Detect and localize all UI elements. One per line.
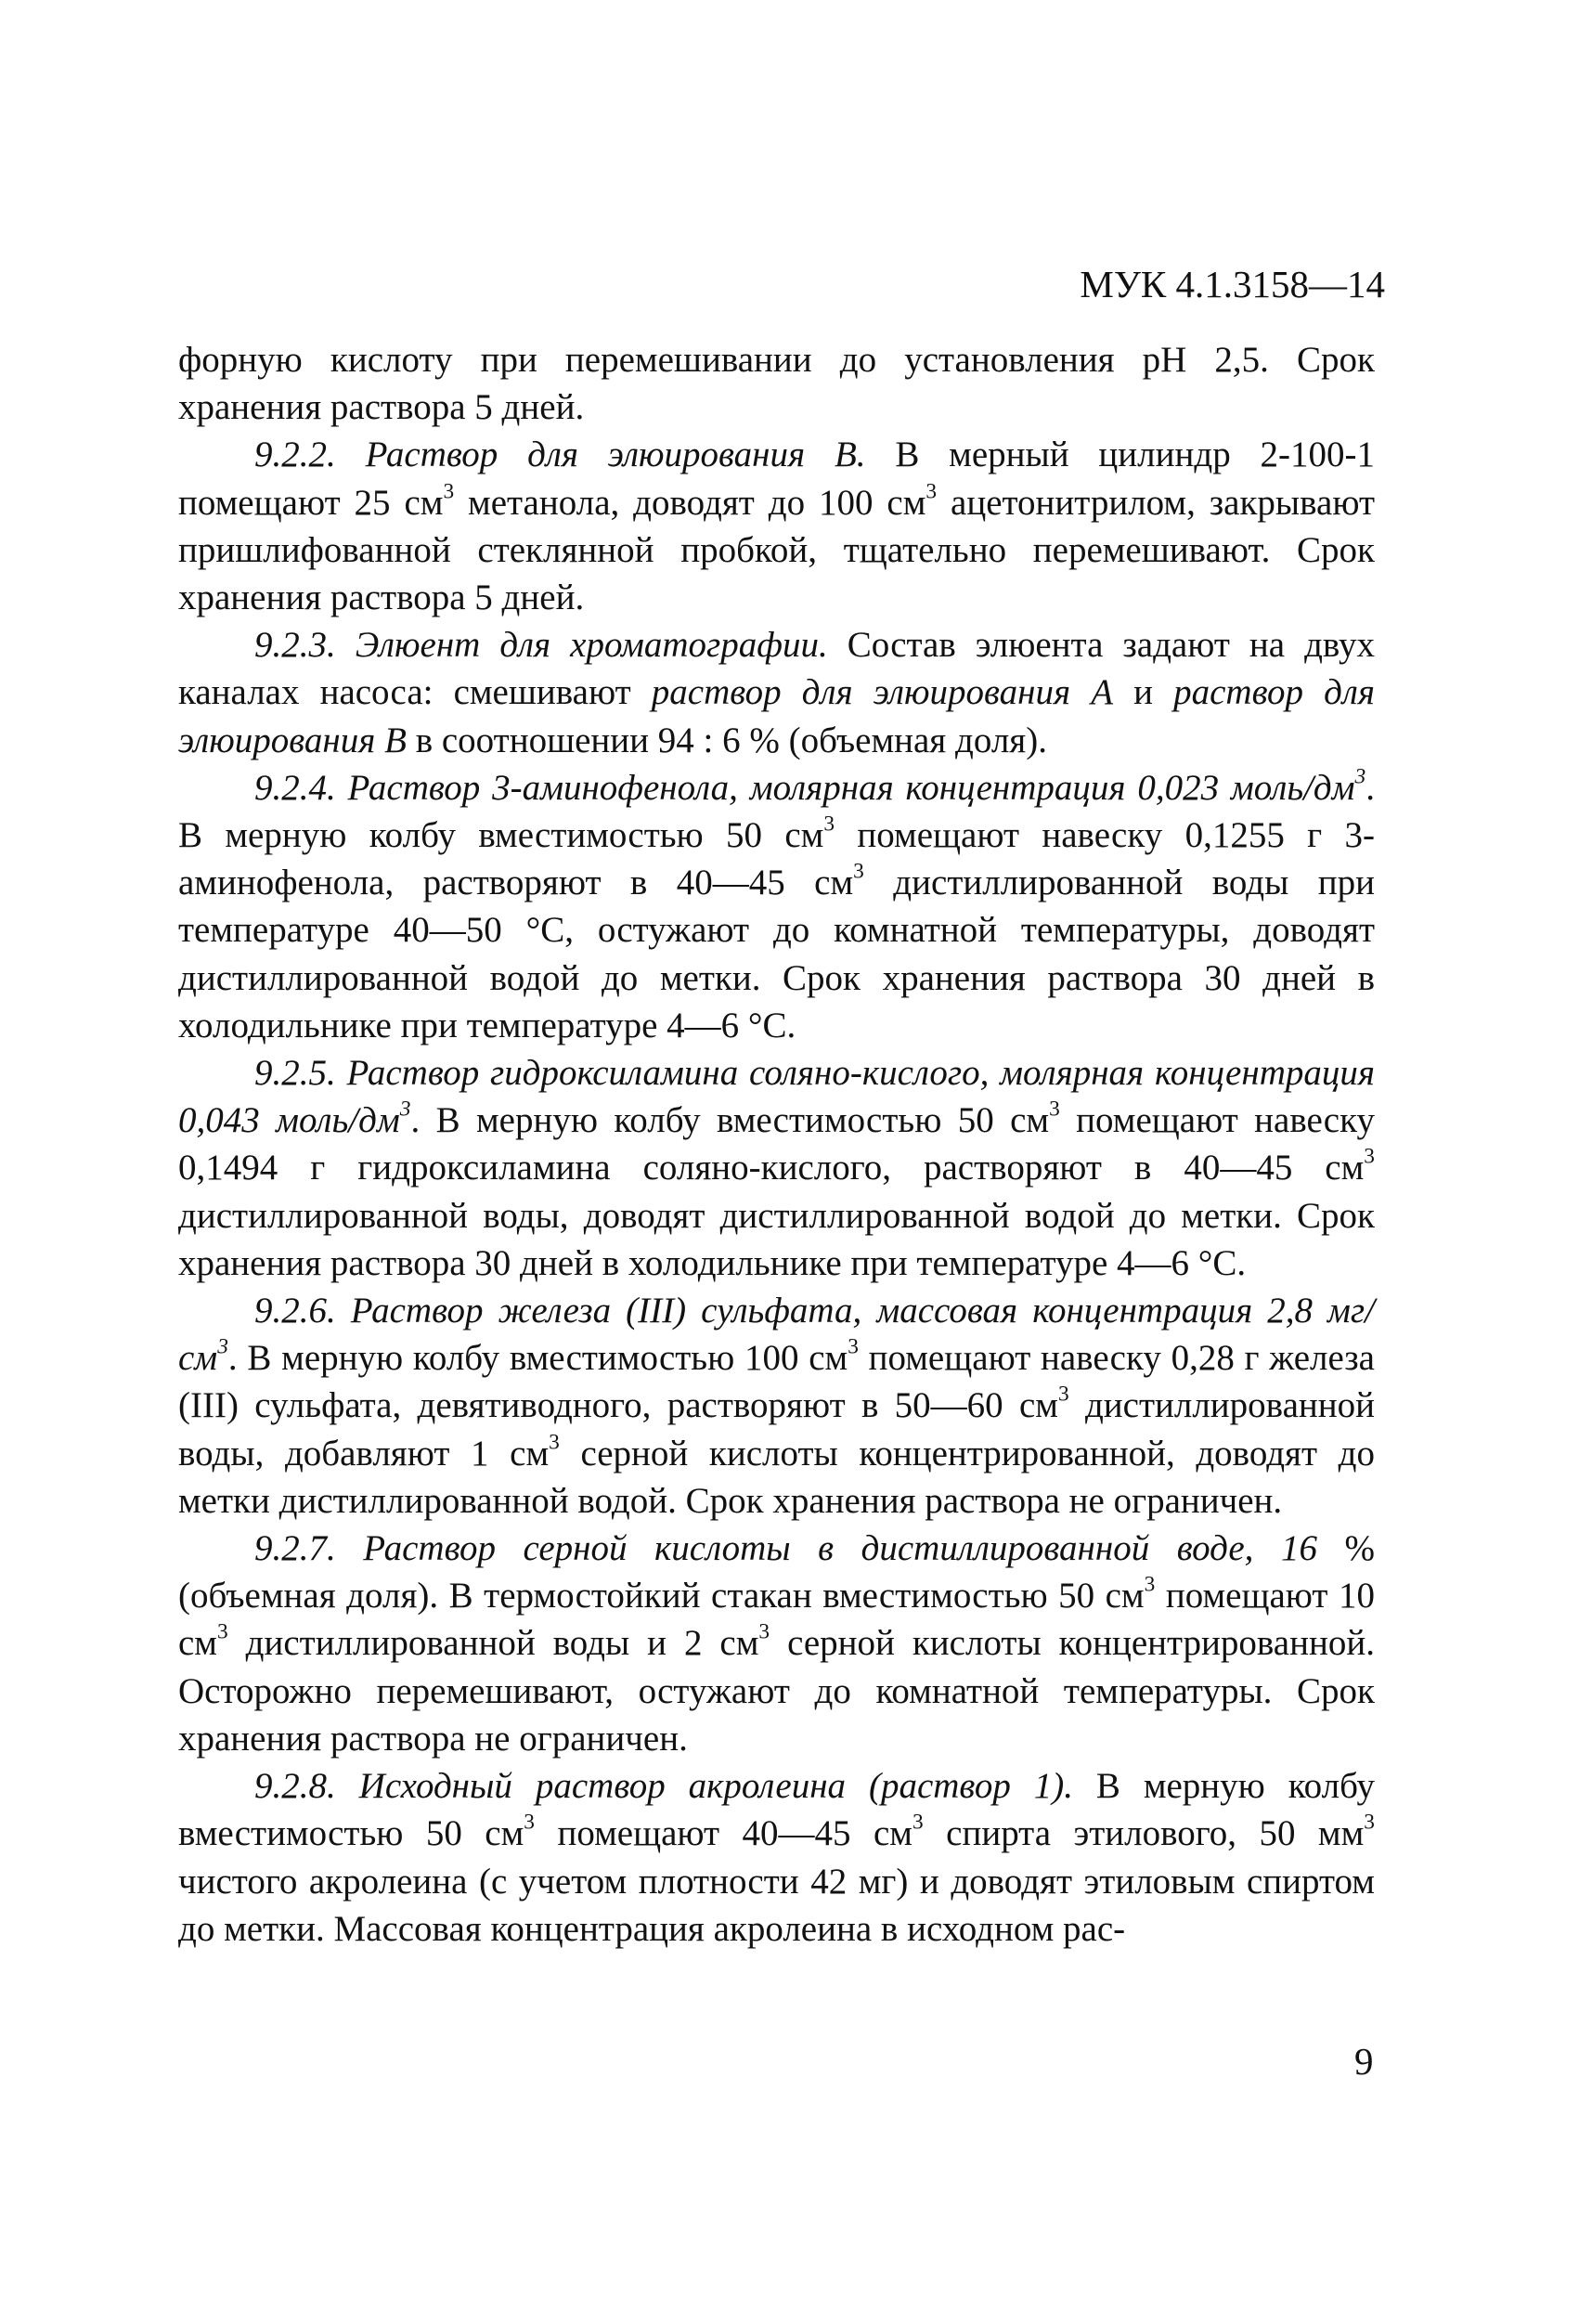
text-run: спирта этилового, 50 мм	[923, 1813, 1365, 1854]
paragraph-p5	[178, 1287, 1375, 1525]
superscript-exponent: 3	[1049, 1097, 1060, 1122]
text-run: . В мерную колбу вместимостью 50 см	[178, 767, 1375, 856]
superscript-exponent: 3	[758, 1619, 770, 1644]
superscript-exponent: 3	[1364, 1810, 1375, 1835]
superscript-exponent: 3	[443, 479, 455, 504]
superscript-exponent: 3	[853, 859, 864, 884]
superscript-exponent: 3	[1364, 1144, 1375, 1169]
text-run: форную кислоту при перемешивании до установления рН 2,5. Срок хранения раствора 5 дней.	[178, 340, 1375, 428]
text-run: помещают 40—45 см	[534, 1813, 912, 1854]
superscript-exponent: 3	[1057, 1382, 1069, 1407]
italic-text-run: раствор для элюирования B	[178, 672, 1375, 760]
italic-text-run: 9.2.6. Раствор железа (III) сульфата, массовая концентрация 2,8 мг/см	[178, 1291, 1375, 1379]
paragraph-p2	[178, 621, 1375, 764]
text-run: . В мерную колбу вместимостью 100 см	[227, 1338, 848, 1379]
italic-text-run: 9.2.7. Раствор серной кислоты в дистиллированной воде, 16	[254, 1528, 1317, 1569]
superscript-exponent: 3	[1354, 764, 1366, 789]
text-run: дистиллированной воды, добавляют 1 см	[178, 1385, 1375, 1474]
text-run: серной кислоты концентрированной. Осторожно перемешивают, остужают до комнатной температуры. Срок хранения раствора не ограничен.	[178, 1623, 1375, 1759]
superscript-exponent: 3	[912, 1810, 924, 1835]
text-run: . В мерную колбу вместимостью 50 см	[410, 1100, 1050, 1141]
italic-text-run: 9.2.2. Раствор для элюирования B.	[254, 435, 866, 475]
paragraph-p7	[178, 1762, 1375, 1953]
paragraph-p1	[178, 431, 1375, 621]
body-text	[178, 336, 1375, 1953]
paragraph-p6	[178, 1525, 1375, 1762]
superscript-exponent: 3	[925, 479, 938, 504]
text-run: помещают 10 см	[178, 1576, 1375, 1664]
superscript-exponent: 3	[399, 1097, 411, 1122]
text-run: В мерный цилиндр 2-100-1 помещают 25 см	[178, 435, 1375, 523]
text-run: помещают навеску 0,1494 г гидроксиламина соляно-кислого, растворяют в 40—45 см	[178, 1100, 1376, 1188]
superscript-exponent: 3	[524, 1810, 535, 1835]
italic-text-run: 9.2.4. Раствор 3-аминофенола, молярная концентрация 0,023 моль/дм	[254, 767, 1355, 808]
text-run: помещают навеску 0,1255 г 3-аминофенола, растворяют в 40—45 см	[178, 815, 1375, 903]
text-run: Состав элюента задают на двух каналах насоса: смешивают	[178, 625, 1375, 713]
text-run: чистого акролеина (с учетом плотности 42 мг) и доводят этиловым спиртом до метки. Массовая концентрация акролеина в исходном рас-	[178, 1861, 1375, 1949]
text-run: дистиллированной воды и 2 см	[227, 1623, 759, 1664]
paragraph-p0	[178, 336, 1375, 431]
italic-text-run: 9.2.5. Раствор гидроксиламина соляно-кислого, молярная концентрация 0,043 моль/дм	[178, 1053, 1375, 1141]
italic-text-run: 9.2.3. Элюент для хроматографии.	[254, 625, 828, 666]
text-run: дистиллированной воды при температуре 40—50 °С, остужают до комнатной температуры, доводят дистиллированной водой до метки. Срок хранения раствора 30 дней в холодильнике при температуре 4—6 °С.	[178, 863, 1375, 1045]
page-number: 9	[1354, 2040, 1374, 2083]
text-run: метанола, доводят до 100 см	[454, 482, 926, 523]
text-run: дистиллированной воды, доводят дистиллированной водой до метки. Срок хранения раствора 30 дней в холодильнике при температуре 4—6 °С.	[178, 1195, 1375, 1283]
italic-text-run: 9.2.8. Исходный раствор акролеина (раствор 1).	[254, 1766, 1073, 1807]
superscript-exponent: 3	[848, 1334, 859, 1359]
text-run: и	[1113, 672, 1174, 713]
superscript-exponent: 3	[217, 1334, 228, 1359]
text-run: помещают навеску 0,28 г железа (III) сульфата, девятиводного, растворяют в 50—60 см	[178, 1338, 1375, 1426]
paragraph-p3	[178, 764, 1375, 1049]
text-run: серной кислоты концентрированной, доводят до метки дистиллированной водой. Срок хранения раствора не ограничен.	[178, 1433, 1375, 1521]
paragraph-p4	[178, 1049, 1375, 1287]
superscript-exponent: 3	[823, 811, 835, 837]
superscript-exponent: 3	[549, 1430, 560, 1455]
text-run: ацетонитрилом, закрывают пришлифованной стеклянной пробкой, тщательно перемешивают. Срок хранения раствора 5 дней.	[178, 482, 1375, 618]
text-run: в соотношении 94 : 6 % (объемная доля).	[406, 720, 1047, 760]
document-code-header: МУК 4.1.3158—14	[1080, 263, 1385, 305]
superscript-exponent: 3	[1144, 1572, 1156, 1597]
text-run: В мерную колбу вместимостью 50 см	[178, 1766, 1375, 1854]
superscript-exponent: 3	[217, 1619, 228, 1644]
italic-text-run: раствор для элюирования A	[651, 672, 1114, 713]
text-run: % (объемная доля). В термостойкий стакан вместимостью 50 см	[178, 1528, 1375, 1616]
